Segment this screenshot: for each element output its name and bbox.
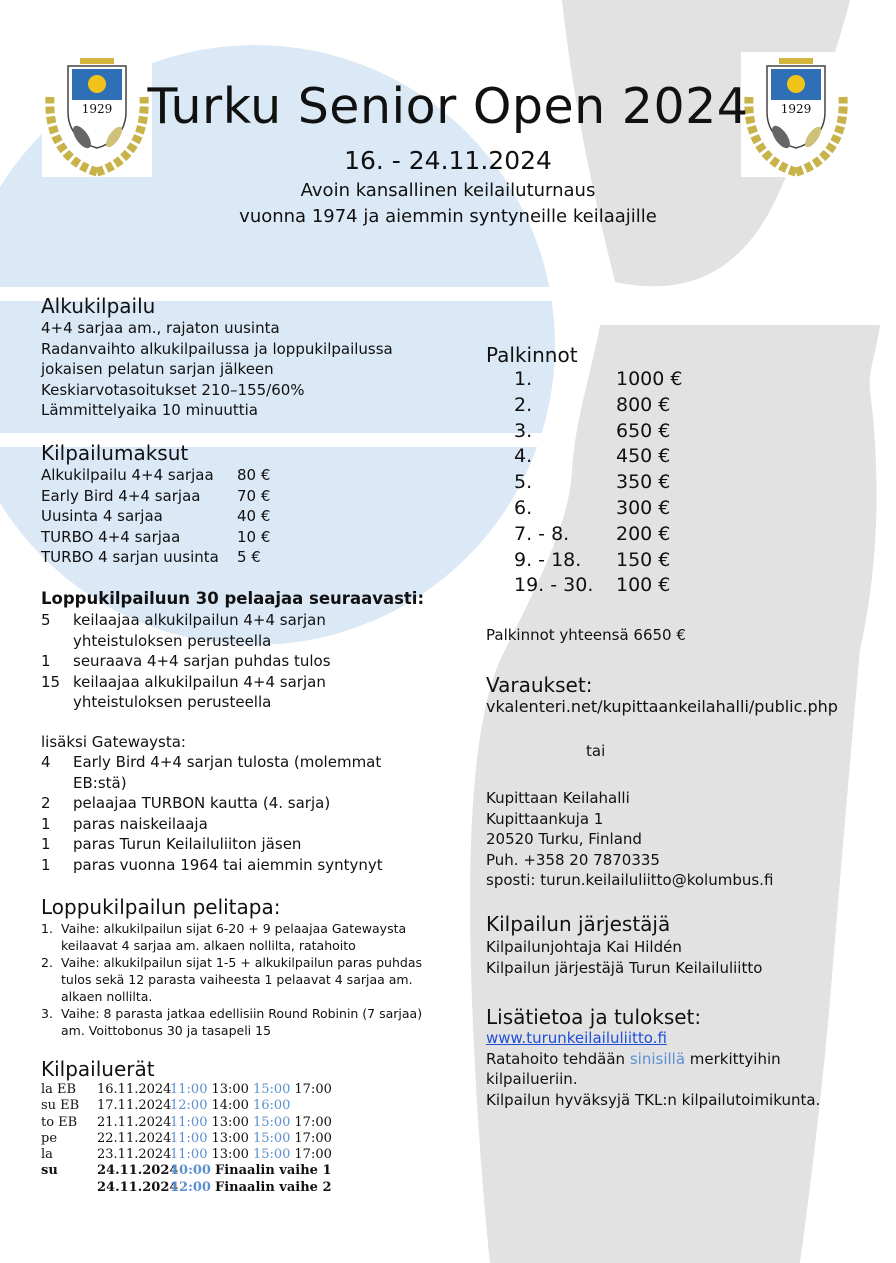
address-block [486,788,866,891]
organizer-line: Kilpailun järjestäjä Turun Keilailuliitto [486,958,763,977]
squad-row [41,1098,461,1114]
qual-line: keilaajaa alkukilpailun 4+4 sarjan [73,672,326,691]
gateway-line: pelaajaa TURBON kautta (4. sarja) [73,794,331,812]
squad-row [41,1131,461,1147]
squad-date: 22.11.2024 [97,1130,172,1146]
squad-time: 12:00 [170,1179,211,1195]
squad-date: 24.11.2024 [97,1163,179,1179]
format-item [41,920,441,954]
squad-day [41,1180,97,1196]
squad-day: pe [41,1130,58,1146]
fee-label: Uusinta 4 sarjaa [41,507,163,525]
qual-line: yhteistuloksen perusteella [73,631,272,650]
format-item [41,1005,441,1039]
prize-amount: 100 € [616,574,671,597]
squad-time: 11:00 [170,1147,208,1163]
fee-label: Early Bird 4+4 sarjaa [41,486,201,505]
prize-row [514,496,714,522]
gateway-line: paras vuonna 1964 tai aiemmin syntynyt [73,855,383,874]
qual-num: 1 [41,652,51,670]
squad-time: 15:00 [252,1147,291,1163]
squad-day: su [41,1163,58,1179]
gateway-item [41,834,461,855]
prize-row [514,444,714,470]
format-line: am. Voittobonus 30 ja tasapeli 15 [61,1023,272,1038]
squad-time: 13:00 [211,1147,249,1163]
fee-price: 40 € [237,507,271,525]
squads-table [41,1082,461,1196]
fee-price: 5 € [237,548,261,566]
info-line-blue: sinisillä [629,1049,686,1068]
gateway-num: 1 [41,814,51,833]
prize-row [514,548,714,574]
qual-item [41,610,461,651]
squad-time: 17:00 [294,1082,332,1097]
squad-time: 11:00 [170,1082,208,1097]
squad-time: 15:00 [252,1082,291,1097]
prizes-heading: Palkinnot [486,343,578,367]
qual-num: 5 [41,611,51,629]
prize-amount: 350 € [616,471,671,494]
page-title: Turku Senior Open 2024 [147,78,749,135]
prize-place: 9. - 18. [514,548,582,571]
fee-label: TURBO 4 sarjan uusinta [41,548,219,566]
format-line: alkaen nollilta. [61,989,153,1004]
alkukilpailu-line: Lämmittelyaika 10 minuuttia [41,401,258,419]
qual-item [41,672,461,713]
gateway-num: 1 [41,835,51,853]
squad-time: Finaalin vaihe 2 [214,1179,332,1195]
prize-row [514,419,714,445]
format-num: 2. [41,955,53,970]
fees-list [41,465,341,568]
address-line: Puh. +358 20 7870335 [486,850,660,869]
squad-time: 13:00 [211,1082,249,1097]
squad-date: 17.11.2024 [97,1098,172,1114]
prize-amount: 800 € [616,393,671,416]
address-line: Kupittaan Keilahalli [486,789,630,807]
event-dates: 16. - 24.11.2024 [344,146,552,175]
organizer-line: Kilpailunjohtaja Kai Hildén [486,938,682,956]
squad-time: 11:00 [170,1130,208,1146]
squad-day: la EB [41,1082,77,1097]
prize-row [514,522,714,548]
squad-time: 13:00 [211,1114,249,1130]
gateway-item [41,814,461,835]
format-line: keilaavat 4 sarjaa am. alkaen nollilta, ratahoito [61,938,356,953]
reservations-or: tai [586,742,606,760]
squad-day: to EB [41,1114,78,1130]
prize-amount: 1000 € [616,368,683,390]
fee-row [41,465,341,486]
info-line: Kilpailun hyväksyjä TKL:n kilpailutoimikunta. [486,1090,821,1109]
squad-row [41,1082,461,1098]
gateway-line: paras naiskeilaaja [73,814,208,833]
squad-day: la [41,1147,53,1163]
fee-price: 70 € [237,486,271,505]
prize-amount: 150 € [616,548,671,571]
squad-time: 13:00 [211,1130,249,1146]
info-line-pre: Ratahoito tehdään [486,1049,630,1068]
prize-place: 6. [514,496,533,519]
fees-heading: Kilpailumaksut [41,441,189,465]
format-heading: Loppukilpailun pelitapa: [41,895,281,919]
squad-date: 24.11.2024 [97,1179,179,1195]
fee-price: 10 € [237,527,271,546]
format-num: 1. [41,921,53,936]
squad-time: 15:00 [252,1114,291,1130]
organizer-heading: Kilpailun järjestäjä [486,912,671,936]
squad-date: 23.11.2024 [97,1147,172,1163]
prize-place: 19. - 30. [514,574,594,597]
prize-amount: 200 € [616,522,671,545]
gateway-item [41,793,461,814]
alkukilpailu-line: Keskiarvotasoitukset 210–155/60% [41,380,305,399]
gateway-num: 1 [41,855,51,874]
format-line: Vaihe: alkukilpailun sijat 6-20 + 9 pelaajaa Gatewaysta [61,921,407,936]
prize-place: 5. [514,471,533,494]
format-line: Vaihe: alkukilpailun sijat 1-5 + alkukilpailun paras puhdas [61,955,423,970]
organizer-text [486,937,866,978]
qual-line: seuraava 4+4 sarjan puhdas tulos [73,652,331,670]
format-list [41,920,441,1039]
squad-row [41,1180,461,1196]
fee-label: Alkukilpailu 4+4 sarjaa [41,466,214,484]
squad-date: 16.11.2024 [97,1082,172,1097]
prize-place: 7. - 8. [514,522,570,545]
prize-place: 2. [514,393,533,416]
gateway-list [41,752,461,875]
prizes-total: Palkinnot yhteensä 6650 € [486,626,686,644]
squad-time: 17:00 [294,1130,332,1146]
format-num: 3. [41,1006,53,1021]
squad-time: 17:00 [294,1147,332,1163]
squad-time: 10:00 [170,1163,211,1179]
info-line-post: merkittyihin [685,1049,781,1068]
prize-place: 1. [514,368,533,390]
gateway-line: Early Bird 4+4 sarjan tulosta (molemmat [73,753,382,771]
gateway-line: EB:stä) [73,773,127,792]
final-qual-heading: Loppukilpailuun 30 pelaajaa seuraavasti: [41,589,425,608]
squad-time: 17:00 [294,1114,332,1130]
squad-time: Finaalin vaihe 1 [214,1163,332,1179]
alkukilpailu-line: Radanvaihto alkukilpailussa ja loppukilpailussa [41,339,393,358]
gateway-line: paras Turun Keilailuliiton jäsen [73,835,302,853]
prize-place: 4. [514,445,533,468]
fee-row [41,486,341,507]
qual-item [41,651,461,672]
subtitle-line-2: vuonna 1974 ja aiemmin syntyneille keilaajille [239,206,657,227]
squad-date: 21.11.2024 [97,1114,172,1130]
gateway-item [41,855,461,876]
info-line: kilpailueriin. [486,1070,578,1088]
logo-year: 1929 [81,102,113,116]
gateway-num: 2 [41,794,51,812]
qual-line: keilaajaa alkukilpailun 4+4 sarjan [73,611,326,629]
qual-line: yhteistuloksen perusteella [73,693,272,711]
squad-time: 14:00 [211,1098,249,1114]
prize-row [514,393,714,419]
subtitle-line-1: Avoin kansallinen keilailuturnaus [300,180,596,201]
gateway-heading: lisäksi Gatewaysta: [41,733,186,751]
gateway-num: 4 [41,753,51,771]
logo-year: 1929 [780,102,812,116]
prize-row [514,470,714,496]
address-line: Kupittaankuja 1 [486,809,604,828]
gateway-item [41,752,461,793]
qual-num: 15 [41,672,61,691]
prize-row [514,573,714,599]
squad-time: 15:00 [252,1130,291,1146]
info-heading: Lisätietoa ja tulokset: [486,1005,702,1029]
reservations-url[interactable]: vkalenteri.net/kupittaankeilahalli/public.php [486,697,838,716]
alkukilpailu-line: 4+4 sarjaa am., rajaton uusinta [41,319,280,337]
prize-place: 3. [514,419,533,442]
fee-row [41,527,341,548]
squad-row [41,1115,461,1131]
website-link[interactable]: www.turunkeilailuliitto.fi [486,1029,667,1047]
address-line: 20520 Turku, Finland [486,830,642,848]
prize-row [514,367,714,393]
squad-time: 11:00 [170,1114,208,1130]
squads-heading: Kilpailuerät [41,1057,155,1081]
alkukilpailu-line: jokaisen pelatun sarjan jälkeen [41,360,274,378]
email-line: sposti: turun.keilailuliitto@kolumbus.fi [486,871,774,889]
squad-row [41,1163,461,1179]
reservations-heading: Varaukset: [486,673,593,697]
squad-time: 16:00 [252,1098,291,1114]
format-line: tulos sekä 12 parasta vaiheesta 1 pelaavat 4 sarjaa am. [61,972,413,987]
fee-row [41,547,341,568]
final-qual-list [41,610,461,713]
info-text [486,1028,866,1110]
prize-amount: 450 € [616,445,671,468]
prizes-list [514,367,714,599]
squad-day: su EB [41,1098,80,1114]
fee-label: TURBO 4+4 sarjaa [41,527,181,546]
prize-amount: 650 € [616,419,671,442]
fee-row [41,506,341,527]
squad-row [41,1147,461,1163]
format-line: Vaihe: 8 parasta jatkaa edellisiin Round Robinin (7 sarjaa) [61,1006,423,1021]
alkukilpailu-heading: Alkukilpailu [41,294,156,318]
alkukilpailu-text [41,318,461,421]
format-item [41,954,441,1005]
fee-price: 80 € [237,466,271,484]
squad-time: 12:00 [170,1098,208,1114]
prize-amount: 300 € [616,496,671,519]
